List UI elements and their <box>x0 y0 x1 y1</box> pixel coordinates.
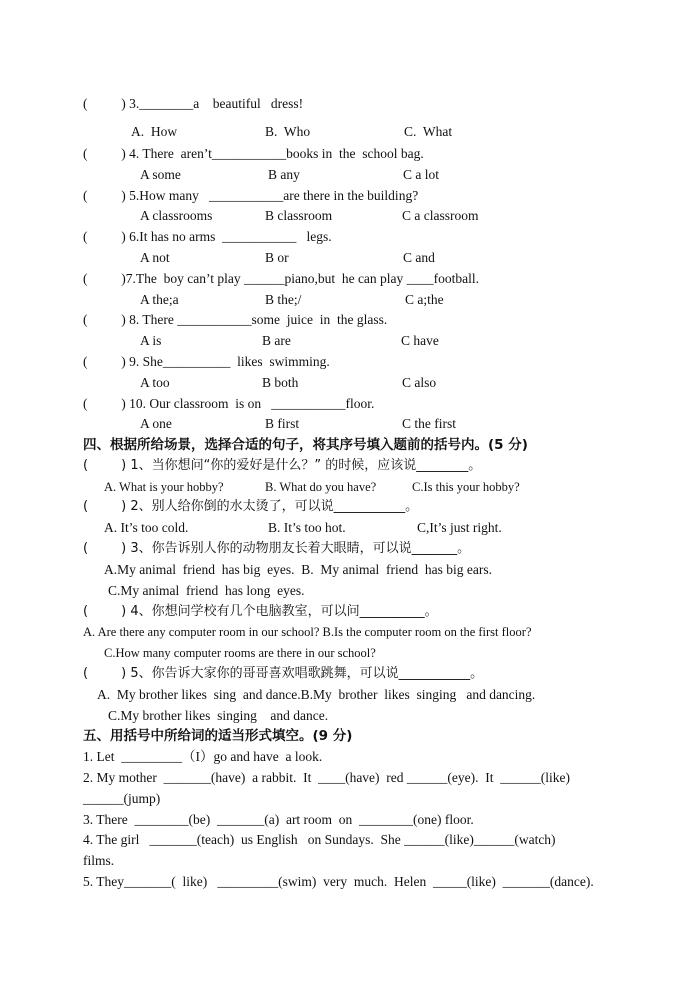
question-8-option-b: B are <box>262 333 291 348</box>
fill-line-3: 3. There ________(be) _______(a) art room on ________(one) floor. <box>83 812 474 827</box>
question-8-option-c: C have <box>401 333 439 348</box>
question-3-option-a: A. How <box>131 124 178 139</box>
section-4-title: 四、根据所给场景，选择合适的句子，将其序号填入题前的括号内。(5 分) <box>83 437 528 453</box>
part4-q1-option-a: A. What is your hobby? <box>104 480 224 494</box>
part4-q5-options-ab: A. My brother likes sing and dance.B.My brother likes singing and dancing. <box>97 687 536 702</box>
question-3-option-c: C. What <box>404 124 453 139</box>
question-6-option-c: C and <box>403 250 435 265</box>
question-7-option-c: C a;the <box>405 292 444 307</box>
part4-q2-option-a: A. It’s too cold. <box>104 520 189 535</box>
question-10-option-c: C the first <box>402 416 456 431</box>
part4-question-2: ( ) 2、别人给你倒的水太烫了，可以说___________。 <box>83 499 419 514</box>
question-9-option-a: A too <box>140 375 170 390</box>
question-7-option-b: B the;/ <box>265 292 302 307</box>
fill-line-5: 5. They_______( like) _________(swim) very much. Helen _____(like) _______(dance). <box>83 874 594 889</box>
part4-q2-option-c: C,It’s just right. <box>417 520 502 535</box>
question-6-option-b: B or <box>265 250 289 265</box>
question-5-option-a: A classrooms <box>140 208 213 223</box>
question-5-option-b: B classroom <box>265 208 333 223</box>
part4-question-1: ( ) 1、当你想问“你的爱好是什么？” 的时候，应该说________。 <box>83 458 482 473</box>
question-8-option-a: A is <box>140 333 162 348</box>
question-6-option-a: A not <box>140 250 170 265</box>
part4-q4-options-ab: A. Are there any computer room in our school? B.Is the computer room on the first floor? <box>83 625 532 639</box>
question-4-stem: ( ) 4. There aren’t___________books in the school bag. <box>83 146 424 161</box>
question-7-option-a: A the;a <box>140 292 179 307</box>
part4-question-5: ( ) 5、你告诉大家你的哥哥喜欢唱歌跳舞，可以说___________。 <box>83 666 484 681</box>
question-5-stem: ( ) 5.How many ___________are there in the building? <box>83 188 419 203</box>
section-5-title: 五、用括号中所给词的适当形式填空。(9 分) <box>83 728 353 744</box>
question-9-option-c: C also <box>402 375 437 390</box>
part4-q3-options-ab: A.My animal friend has big eyes. B. My animal friend has big ears. <box>104 562 493 577</box>
question-3-stem: ( ) 3.________a beautiful dress! <box>83 96 304 111</box>
part4-q1-option-b: B. What do you have? <box>265 480 377 494</box>
part4-q1-option-c: C.Is this your hobby? <box>412 480 520 494</box>
question-10-option-a: A one <box>140 416 172 431</box>
part4-q4-option-c: C.How many computer rooms are there in our school? <box>104 646 376 660</box>
part4-q5-option-c: C.My brother likes singing and dance. <box>108 708 329 723</box>
question-3-option-b: B. Who <box>265 124 311 139</box>
question-10-option-b: B first <box>265 416 300 431</box>
question-9-option-b: B both <box>262 375 299 390</box>
fill-line-4-cont: films. <box>83 853 115 868</box>
fill-line-4: 4. The girl _______(teach) us English on Sundays. She ______(like)______(watch) <box>83 832 556 847</box>
part4-question-3: ( ) 3、你告诉别人你的动物朋友长着大眼睛，可以说_______。 <box>83 541 471 556</box>
question-4-option-b: B any <box>268 167 300 182</box>
fill-line-2-cont: ______(jump) <box>83 791 161 806</box>
part4-question-4: ( ) 4、你想问学校有几个电脑教室，可以问__________。 <box>83 604 438 619</box>
question-7-stem: ( )7.The boy can’t play ______piano,but he can play ____football. <box>83 271 480 286</box>
part4-q3-option-c: C.My animal friend has long eyes. <box>108 583 305 598</box>
question-8-stem: ( ) 8. There ___________some juice in the glass. <box>83 312 388 327</box>
fill-line-1: 1. Let _________（I）go and have a look. <box>83 749 323 764</box>
question-6-stem: ( ) 6.It has no arms ___________ legs. <box>83 229 332 244</box>
question-10-stem: ( ) 10. Our classroom is on ___________floor. <box>83 396 375 411</box>
fill-line-2: 2. My mother _______(have) a rabbit. It ____(have) red ______(eye). It ______(like) <box>83 770 570 785</box>
part4-q2-option-b: B. It’s too hot. <box>268 520 346 535</box>
question-9-stem: ( ) 9. She__________ likes swimming. <box>83 354 330 369</box>
question-4-option-a: A some <box>140 167 181 182</box>
question-5-option-c: C a classroom <box>402 208 479 223</box>
question-4-option-c: C a lot <box>403 167 439 182</box>
